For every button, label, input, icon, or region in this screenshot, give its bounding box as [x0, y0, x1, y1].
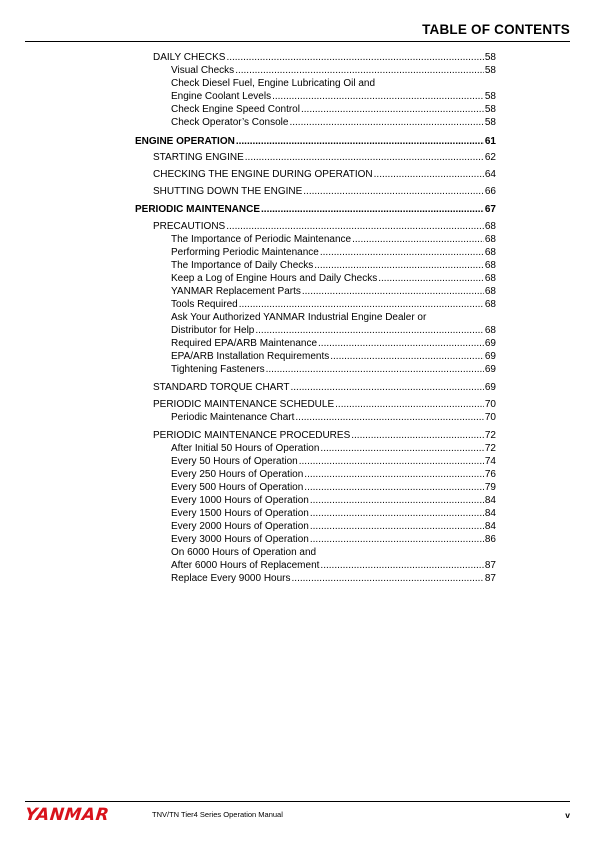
toc-entry[interactable]: [171, 312, 496, 324]
toc-entry[interactable]: [171, 65, 496, 77]
toc-entry[interactable]: [171, 78, 496, 90]
toc-entry-title: Ask Your Authorized YANMAR Industrial Engine Dealer or: [171, 312, 427, 323]
toc-entry-title: Every 1500 Hours of Operation: [171, 508, 309, 519]
toc-entry-page: 64: [484, 169, 496, 180]
toc-entry-page: 84: [484, 508, 496, 519]
toc-entry-page: 68: [484, 273, 496, 284]
toc-entry[interactable]: [171, 508, 496, 520]
toc-entry-page: 69: [484, 338, 496, 349]
manual-title: TNV/TN Tier4 Series Operation Manual: [152, 810, 283, 819]
toc-entry-page: 79: [484, 482, 496, 493]
toc-entry-title: PERIODIC MAINTENANCE PROCEDURES: [153, 430, 351, 441]
dot-leader: [291, 382, 484, 394]
toc-entry-title: SHUTTING DOWN THE ENGINE: [153, 186, 303, 197]
dot-leader: [295, 412, 483, 424]
dot-leader: [351, 430, 484, 442]
toc-entry[interactable]: [153, 382, 496, 394]
toc-entry-title: Check Operator’s Console: [171, 117, 289, 128]
toc-entry[interactable]: [153, 221, 496, 233]
toc-entry-title: PRECAUTIONS: [153, 221, 226, 232]
toc-entry[interactable]: [153, 430, 496, 442]
toc-entry-page: 72: [484, 443, 496, 454]
toc-entry-page: 68: [484, 260, 496, 271]
toc-entry-page: 68: [484, 325, 496, 336]
toc-entry-page: 68: [484, 286, 496, 297]
toc-entry[interactable]: [171, 338, 496, 350]
toc-entry-title: PERIODIC MAINTENANCE: [135, 204, 261, 215]
toc-entry-page: 84: [484, 521, 496, 532]
toc-entry-title: Tools Required: [171, 299, 238, 310]
toc-entry-page: 72: [484, 430, 496, 441]
toc-entry[interactable]: [135, 136, 496, 148]
toc-entry[interactable]: [171, 91, 496, 103]
toc-entry[interactable]: [171, 299, 496, 311]
toc-entry-title: Keep a Log of Engine Hours and Daily Checks: [171, 273, 378, 284]
toc-entry-title: After Initial 50 Hours of Operation: [171, 443, 320, 454]
toc-entry-title: Every 2000 Hours of Operation: [171, 521, 309, 532]
toc-entry[interactable]: [171, 364, 496, 376]
toc-entry-title: Every 1000 Hours of Operation: [171, 495, 309, 506]
toc-entry[interactable]: [171, 104, 496, 116]
toc-entry[interactable]: [171, 521, 496, 533]
toc-entry[interactable]: [153, 186, 496, 198]
toc-entry-page: 86: [484, 534, 496, 545]
dot-leader: [289, 117, 483, 129]
toc-entry[interactable]: [171, 443, 496, 455]
dot-leader: [374, 169, 484, 181]
dot-leader: [310, 521, 484, 533]
toc-entry[interactable]: [171, 412, 496, 424]
dot-leader: [236, 136, 484, 148]
dot-leader: [310, 495, 484, 507]
toc-entry-title: CHECKING THE ENGINE DURING OPERATION: [153, 169, 373, 180]
toc-entry[interactable]: [171, 247, 496, 259]
toc-entry-page: 87: [484, 560, 496, 571]
toc-entry-title: The Importance of Daily Checks: [171, 260, 314, 271]
dot-leader: [226, 52, 483, 64]
toc-entry-title: Required EPA/ARB Maintenance: [171, 338, 318, 349]
dot-leader: [320, 443, 483, 455]
dot-leader: [272, 91, 484, 103]
toc-entry-page: 67: [484, 204, 496, 215]
toc-entry-page: 68: [484, 221, 496, 232]
toc-entry[interactable]: [171, 286, 496, 298]
toc-entry[interactable]: [153, 52, 496, 64]
toc-entry[interactable]: [171, 547, 496, 559]
toc-entry-title: Check Engine Speed Control: [171, 104, 300, 115]
toc-entry-page: 68: [484, 234, 496, 245]
toc-entry-page: 66: [484, 186, 496, 197]
toc-entry[interactable]: [153, 152, 496, 164]
dot-leader: [314, 260, 484, 272]
footer-divider: [25, 801, 570, 802]
dot-leader: [301, 104, 484, 116]
toc-entry-title: Every 50 Hours of Operation: [171, 456, 298, 467]
toc-entry-page: 58: [484, 65, 496, 76]
dot-leader: [266, 364, 484, 376]
dot-leader: [310, 508, 484, 520]
dot-leader: [255, 325, 484, 337]
toc-entry-page: 87: [484, 573, 496, 584]
dot-leader: [245, 152, 484, 164]
toc-entry-title: Every 500 Hours of Operation: [171, 482, 304, 493]
toc-entry-page: 69: [484, 351, 496, 362]
toc-entry-title: EPA/ARB Installation Requirements: [171, 351, 330, 362]
toc-entry-title: Check Diesel Fuel, Engine Lubricating Oil and: [171, 78, 375, 89]
toc-entry-page: 84: [484, 495, 496, 506]
dot-leader: [235, 65, 484, 77]
dot-leader: [352, 234, 484, 246]
dot-leader: [320, 560, 483, 572]
toc-entry-title: DAILY CHECKS: [153, 52, 226, 63]
dot-leader: [292, 573, 484, 585]
dot-leader: [261, 204, 484, 216]
toc-entry-title: STARTING ENGINE: [153, 152, 244, 163]
dot-leader: [239, 299, 484, 311]
toc-entry[interactable]: [135, 204, 496, 216]
toc-entry-title: Visual Checks: [171, 65, 235, 76]
toc-entry-page: 58: [484, 91, 496, 102]
toc-entry[interactable]: [171, 534, 496, 546]
dot-leader: [335, 399, 484, 411]
toc-entry-title: Periodic Maintenance Chart: [171, 412, 295, 423]
toc-entry[interactable]: [171, 273, 496, 285]
toc-entry-page: 69: [484, 364, 496, 375]
page-title: TABLE OF CONTENTS: [422, 22, 570, 37]
dot-leader: [318, 338, 484, 350]
toc-entry[interactable]: [171, 573, 496, 585]
toc-entry-title: The Importance of Periodic Maintenance: [171, 234, 352, 245]
dot-leader: [303, 186, 484, 198]
dot-leader: [304, 482, 484, 494]
toc-entry-page: 58: [484, 117, 496, 128]
toc-entry-page: 70: [484, 399, 496, 410]
toc-entry-page: 68: [484, 299, 496, 310]
toc-entry[interactable]: [171, 482, 496, 494]
dot-leader: [310, 534, 484, 546]
toc-entry[interactable]: [171, 469, 496, 481]
toc-entry-title: Every 250 Hours of Operation: [171, 469, 304, 480]
header-divider: [25, 41, 570, 42]
toc-entry-page: 70: [484, 412, 496, 423]
toc-entry-page: 58: [484, 52, 496, 63]
dot-leader: [302, 286, 484, 298]
toc-entry-page: 62: [484, 152, 496, 163]
toc-entry-page: 61: [484, 136, 496, 147]
dot-leader: [304, 469, 484, 481]
toc-entry[interactable]: [153, 169, 496, 181]
toc-entry-page: 68: [484, 247, 496, 258]
toc-entry[interactable]: [171, 495, 496, 507]
dot-leader: [378, 273, 484, 285]
toc-entry-title: After 6000 Hours of Replacement: [171, 560, 320, 571]
toc-entry-title: Performing Periodic Maintenance: [171, 247, 319, 258]
dot-leader: [299, 456, 484, 468]
yanmar-logo: YANMAR: [23, 805, 111, 825]
toc-entry[interactable]: [171, 560, 496, 572]
dot-leader: [226, 221, 484, 233]
toc-entry-title: PERIODIC MAINTENANCE SCHEDULE: [153, 399, 335, 410]
dot-leader: [320, 247, 484, 259]
toc-entry[interactable]: [153, 399, 496, 411]
toc-entry-title: Replace Every 9000 Hours: [171, 573, 291, 584]
toc-entry[interactable]: [171, 456, 496, 468]
toc-entry-page: 69: [484, 382, 496, 393]
toc-entry-page: 58: [484, 104, 496, 115]
dot-leader: [330, 351, 484, 363]
toc-entry[interactable]: [171, 117, 496, 129]
toc-entry-title: ENGINE OPERATION: [135, 136, 235, 147]
toc-entry-title: YANMAR Replacement Parts: [171, 286, 301, 297]
toc-entry-title: Distributor for Help: [171, 325, 255, 336]
toc-entry[interactable]: [171, 260, 496, 272]
toc-entry[interactable]: [171, 351, 496, 363]
page-number: v: [565, 810, 570, 820]
toc-entry-title: On 6000 Hours of Operation and: [171, 547, 317, 558]
toc-entry-page: 74: [484, 456, 496, 467]
toc-entry-title: Tightening Fasteners: [171, 364, 265, 375]
toc-entry-title: STANDARD TORQUE CHART: [153, 382, 290, 393]
toc-entry[interactable]: [171, 325, 496, 337]
toc-entry[interactable]: [171, 234, 496, 246]
toc-entry-page: 76: [484, 469, 496, 480]
toc-entry-title: Engine Coolant Levels: [171, 91, 272, 102]
toc-entry-title: Every 3000 Hours of Operation: [171, 534, 309, 545]
